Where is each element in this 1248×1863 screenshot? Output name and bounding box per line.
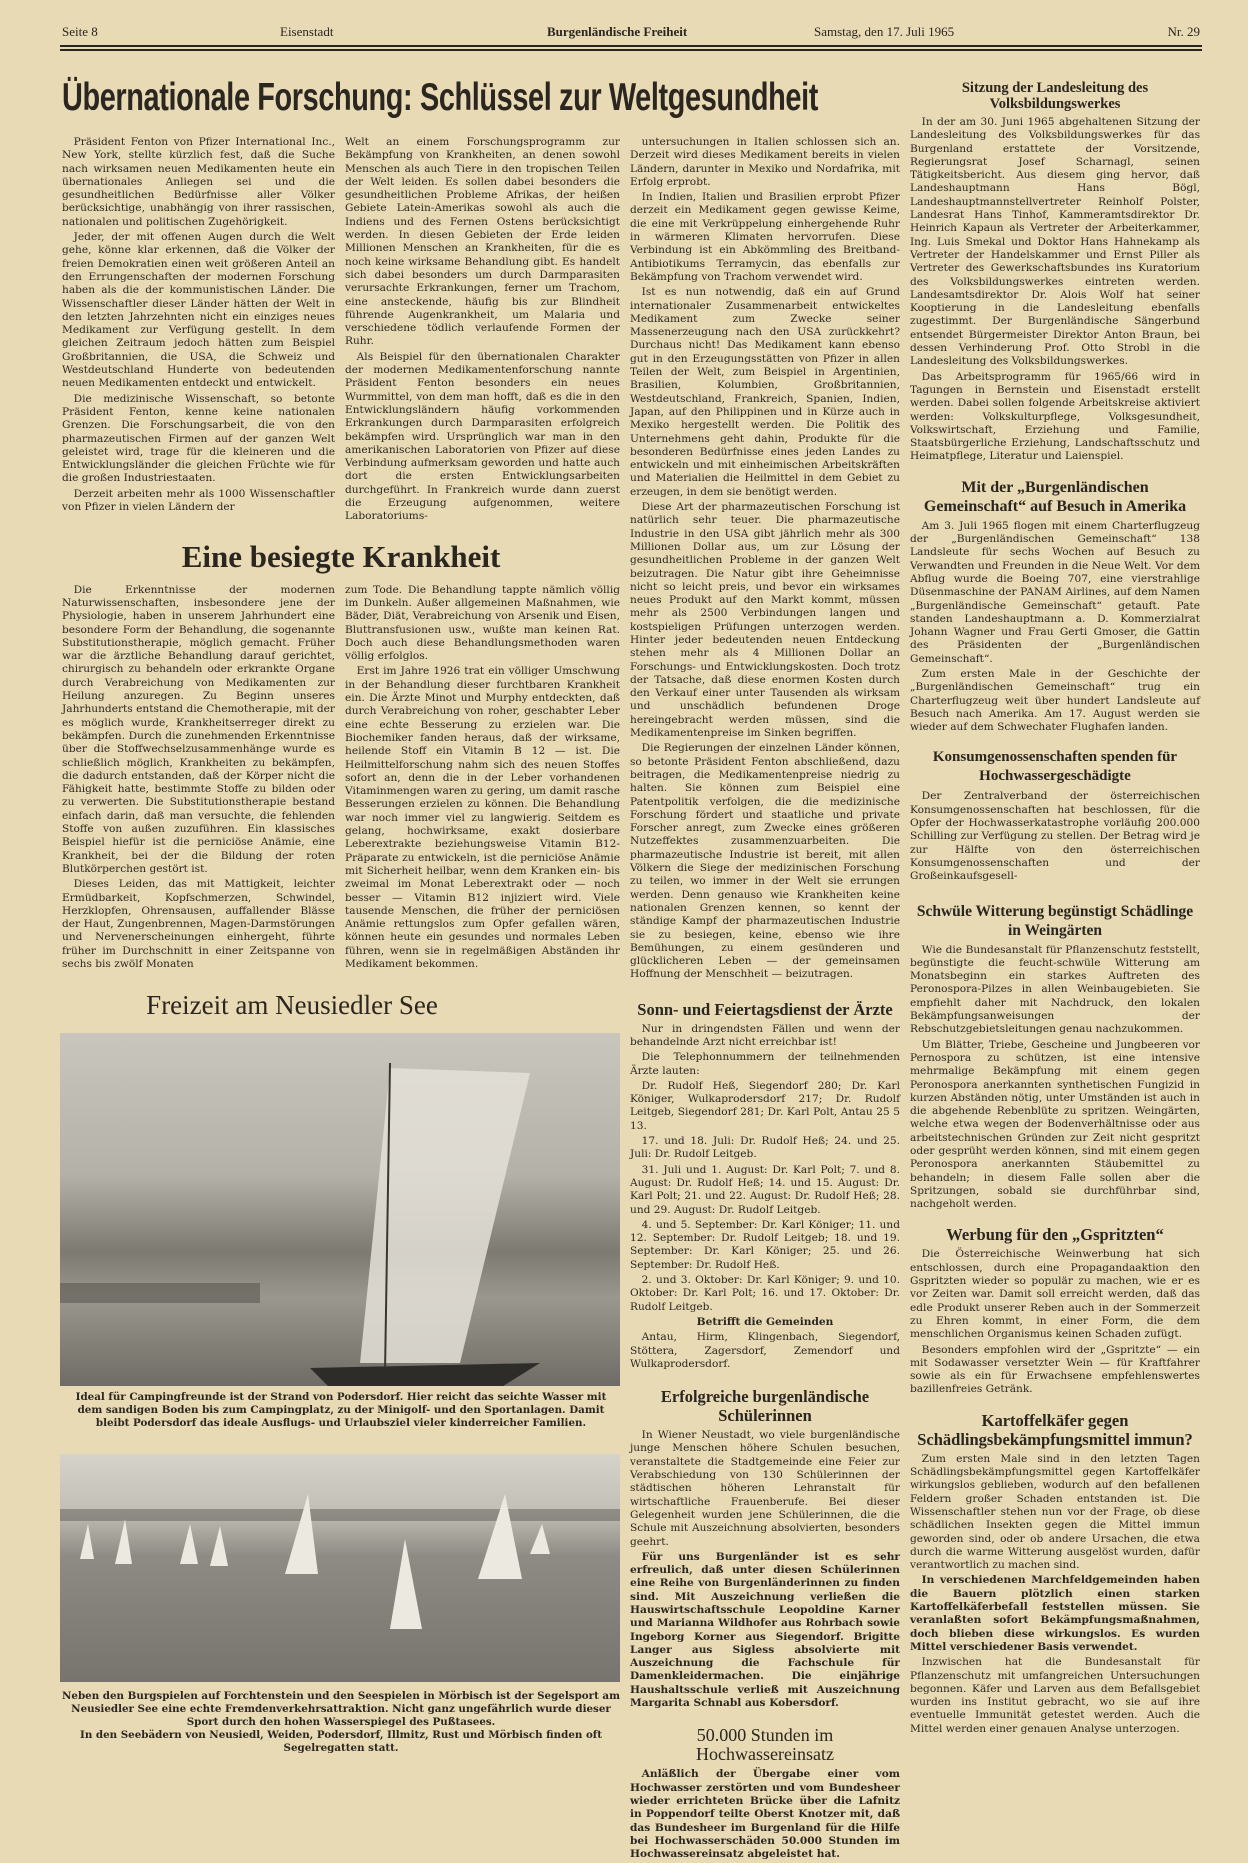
paragraph-list [62,584,335,972]
paragraph-list [62,136,335,514]
volksbildung-headline: Sitzung der Landesleitung des Volksbildungswerkes [961,80,1149,112]
masthead [62,24,1200,44]
main-article-col1 [62,136,335,516]
students-headline: Erfolgreiche burgenländische Schülerinnen [660,1387,870,1426]
paragraph: 4. und 5. September: Dr. Karl Königer; 11. und 12. September: Dr. Rudolf Leitgeb; 18. und 19. September: Dr. Karl Königer; 25. und 26. September: Dr. Rudolf Heß. [630,1218,900,1271]
paragraph: Dr. Rudolf Heß, Siegendorf 280; Dr. Karl Königer, Wulkaprodersdorf 217; Dr. Rudolf Leitgeb, Siegendorf 281; Dr. Karl Polt, Antau 25 5 13. [630,1079,900,1132]
main-body [62,136,900,1863]
paragraph: Als Beispiel für den übernationalen Charakter der modernen Medikamentenforschung nannte Präsident Fenton besonders ein neues Wurmmittel, von dem man hofft, daß es die in den Entwicklungsländern häufig vorkommenden Erkrankungen durch Darmparasiten erfolgreich bekämpfen wird. Ursprünglich war man in den amerikanischen Laboratorien von Pfizer auf diese Verbindung aufmerksam geworden und hatte auch dort die ersten Entwicklungsarbeiten durchgeführt. In Frankreich wurde dann zuerst die Erzeugung aufgenommen, weitere Laboratoriums- [345,350,620,523]
photo-feature-headline: Freizeit am Neusiedler See [146,990,438,1021]
paragraph: Wie die Bundesanstalt für Pflanzenschutz feststellt, begünstigte die feucht-schwüle Witterung am Monatsbeginn ein starkes Auftreten des Peronospora-Pilzes in allen Weinbaugebieten. Sie empfiehlt daher mit Nachdruck, den lokalen Bekämpfungsanweisungen der Rebschutzgebietsleitungen genau nachzukommen. [910,943,1200,1036]
paragraph: 17. und 18. Juli: Dr. Rudolf Heß; 24. und 25. Juli: Dr. Rudolf Leitgeb. [630,1135,900,1161]
konsum-headline: Konsumgenossenschaften spenden für Hochwassergeschädigte [932,749,1178,785]
paragraph: Das Arbeitsprogramm für 1965/66 wird in Tagungen in Bernstein und Eisenstadt erstellt werden. Dabei sollen folgende Arbeitskreise aktiviert werden: Volkskulturpflege, Volksgesundheit, Volkswirtschaft, Erziehung und Familie, Staatsbürgerliche Erziehung, Landschaftsschutz und Heimatpflege, Literatur und Laienspiel. [910,370,1200,463]
students-paragraph: In Wiener Neustadt, wo viele burgenländische junge Menschen höhere Schulen besuchen, veranstaltete die Stadtgemeinde eine Feier zur Verabschiedung von 130 Schülerinnen der städtischen höheren Lehranstalt für wirtschaftliche Frauenberufe. Bei dieser Gelegenheit wurden jene Schülerinnen, die die Schule mit Auszeichnung absolvierten, besonders geehrt. [630,1429,900,1548]
disease-article-col1 [62,584,335,974]
amerika-headline: Mit der „Burgenländischen Gemeinschaft“ auf Besuch in Amerika [923,478,1187,515]
paragraph: Diese Art der pharmazeutischen Forschung ist natürlich sehr teuer. Die pharmazeutische Industrie in den USA gibt jährlich mehr als 300 Millionen Dollar aus, um zur Lösung der gesundheitlichen Probleme in der ganzen Welt beizutragen. Die Natur gibt ihre Geheimnisse nicht so leicht preis, und bevor ein wirksames neues Produkt auf den Markt kommt, müssen mehr als 2500 Verbindungen langen und kostspieligen Prüfungen unterzogen werden. Hinter jeder bedeutenden neuen Entdeckung stehen mehr als 4 Millionen Dollar an Forschungs- und Entwicklungskosten. Doch trotz der Tatsache, daß diese enormen Kosten durch den Verkauf einer unter Tausenden als wirksam und unschädlich befundenen Droge hereingebracht werden müssen, sind die Medikamentenpreise im Sinken begriffen. [630,501,900,740]
paragraph: Die medizinische Wissenschaft, so betonte Präsident Fenton, kenne keine nationalen Grenzen. Die Forschungsarbeit, die von den pharmazeutischen Firmen auf der ganzen Welt geleistet wird, trage für die kleineren und die Entwicklungsländer die gleichen Früchte wie für die großen Industriestaaten. [62,392,335,485]
photo-caption-regatta [62,1690,620,1755]
paragraph: zum Tode. Die Behandlung tappte nämlich völlig im Dunkeln. Außer allgemeinen Maßnahmen, wie Bäder, Diät, Verabreichung von Arsenik und Eisen, Bluttransfusionen usw., wußte man keinen Rat. Doch auch diese Behandlungsmethoden waren völlig erfolglos. [345,583,620,663]
paragraph-list [910,520,1200,735]
kartoffel-paragraph: Inzwischen hat die Bundesanstalt für Pflanzenschutz mit umfangreichen Untersuchungen begonnen. Käfer und Larven aus dem Befallsgebiet wurden ins Institut gebracht, wo sie auf ihre eventuelle Immunität getestet werden. Auch die Mittel werden einer genauen Analyse unterzogen. [910,1656,1200,1735]
caption-text: In den Seebädern von Neusiedl, Weiden, Podersdorf, Illmitz, Rust und Mörbisch finden oft Segelregatten statt. [80,1729,602,1754]
paragraph-list [345,584,620,972]
flood-hours-headline: 50.000 Stunden im Hochwassereinsatz [696,1725,834,1765]
paragraph-list [910,1248,1200,1396]
sailboat-photo-illustration [60,1033,620,1386]
paragraph: Nur in dringendsten Fällen und wenn der behandelnde Arzt nicht erreichbar ist! [630,1022,900,1048]
right-column [910,80,1200,1738]
middle-column [630,136,900,1863]
gspritzter-headline: Werbung für den „Gspritzten“ [946,1225,1164,1245]
place: Eisenstadt [280,24,334,39]
newspaper-name: Burgenländische Freiheit [547,24,688,39]
paragraph: Die Regierungen der einzelnen Länder können, so betonte Präsident Fenton abschließend, dazu beitragen, die Medikamentenpreise niedrig zu halten. Sie können zum Beispiel eine Patentpolitik verfolgen, die die medizinische Forschung fördert und staatliche und private Forscher anregt, zum Zwecke eines größeren Nutzeffektes zusammenzuarbeiten. Die pharmazeutische Industrie ist bereit, mit allen Völkern die Siege der medizinischen Forschung zu teilen, wo immer in der Welt sie errungen werden. Denn genauso wie Krankheiten keine nationalen Grenzen kennen, so kennt der ständige Kampf der pharmazeutischen Industrie sie zu besiegen, keine, ebenso wie ihre Bemühungen, zu einem gesünderen und glücklicheren Leben — der gemeinsamen Hoffnung der Menschheit — beizutragen. [630,742,900,981]
caption-text: Neben den Burgspielen auf Forchtenstein und den Seespielen in Mörbisch ist der Segelsport am Neusiedler See eine echte Fremdenverkehrsattraktion. Nicht ganz ungefährlich wurde dieser Sport durch den hohen Wasserspiegel des Pußtasees. [62,1690,620,1728]
main-article-col2 [345,136,620,526]
paragraph: Jeder, der mit offenen Augen durch die Welt gehe, könne klar erkennen, daß die Völker der freien Demokratien einen weit größeren Anteil an den Errungenschaften der modernen Forschung haben als die der kommunistischen Länder. Die Wissenschaftler dieser Länder hätten der Welt in den letzten Jahrzehnten nicht ein einziges neues Medikament zur Verfügung gestellt. In dem gleichen Zeitraum jedoch hätten zum Beispiel Großbritannien, die USA, die Schweiz und Westdeutschland Hunderte von bedeutenden neuen Medikamenten entdeckt und entwickelt. [62,231,335,390]
paragraph: Welt an einem Forschungsprogramm zur Bekämpfung von Krankheiten, an denen sowohl Menschen als auch Tiere in den tropischen Teilen der Welt leiden. Es sollen dabei besonders die gesundheitlichen Probleme Afrikas, der heißen Gebiete Latein-Amerikas sowohl als auch die Indiens und des Fernen Ostens berücksichtigt werden. In diesen Gebieten der Erde leiden Millionen Menschen an Krankheiten, für die es noch keine wirksame Behandlung gibt. Es handelt sich dabei besonders um durch Darmparasiten verursachte Erkrankungen, ferner um Trachom, eine ansteckende, häufig bis zur Blindheit führende Augenkrankheit, um Malaria und verschiedene tödlich verlaufende Formen der Ruhr. [345,136,620,348]
weingarten-headline: Schwüle Witterung begünstigt Schädlinge in Weingärten [916,902,1194,939]
paragraph: Dieses Leiden, das mit Mattigkeit, leichter Ermüdbarkeit, Kopfschmerzen, Schwindel, Herzklopfen, Ohrensausen, auffallender Blässe der Haut, Zungenbrennen, Magen-Darmstörungen und Nervenerscheinungen einhergeht, führte früher im Durchschnitt in einer Zeitspanne von sechs bis zwölf Monaten [62,878,335,971]
paragraph: In der am 30. Juni 1965 abgehaltenen Sitzung der Landesleitung des Volksbildungswerkes für das Burgenland erstattete der Vorsitzende, Regierungsrat Josef Scharnagl, seinen Tätigkeitsbericht. Aus diesem ging hervor, daß Landeshauptmann Hans Bögl, Landeshauptmannstellvertreter Reinholf Polster, Landesrat Hans Tinhof, Kammeramtsdirektor Dr. Heinrich Kapaun als Vertreter der Arbeiterkammer, Ing. Luis Smekal und Doktor Hans Hahnekamp als Vertreter der Handelskammer und Ernst Piller als Vertreter des Gewerkschaftsbundes ins Kuratorium des Volksbildungswerkes eintreten werden. Landesamtsdirektor Dr. Alois Wolf hat seiner Kooptierung in die Landesleitung ebenfalls zugestimmt. Der Burgenländische Sängerbund entsendet Bürgermeister Direktor Anton Braun, bei dessen Verhinderung Prof. Otto Strobl in die Landesleitung des Volksbildungswerkes. [910,116,1200,368]
issue-date: Samstag, den 17. Juli 1965 [814,24,955,39]
paragraph: Am 3. Juli 1965 flogen mit einem Charterflugzeug der „Burgenländischen Gemeinschaft“ 138 Landsleute für sechs Wochen auf Besuch zu Verwandten und Freunden in die Neue Welt. Vor dem Abflug wurde die Boeing 707, eine vierstrahlige Düsenmaschine der PANAM Airlines, auf dem Namen „Burgenländische Gemeinschaft“ getauft. Pate standen Landeshauptmann a. D. Kommerzialrat Johann Wagner und Frau Gerti Gmoser, die Gattin des Präsidenten der „Burgenländischen Gemeinschaft“. [910,519,1200,665]
left-area [62,136,620,1755]
paragraph: untersuchungen in Italien schlossen sich an. Derzeit wird dieses Medikament bereits in vielen Ländern, darunter in Mexiko und Nordafrika, mit Erfolg erprobt. [630,136,900,188]
flood-hours-paragraph: Anläßlich der Übergabe einer vom Hochwasser zerstörten und vom Bundesheer wieder errichteten Brücke über die Lafnitz in Poppendorf teilte Oberst Knotzer mit, daß das Bundesheer im Burgenland für die Hilfe bei Hochwasserschäden 50.000 Stunden im Hochwassereinsatz abgeleistet hat. [630,1768,900,1861]
paragraph: 31. Juli und 1. August: Dr. Karl Polt; 7. und 8. August: Dr. Rudolf Heß; 14. und 15. August: Dr. Karl Polt; 21. und 22. August: Dr. Rudolf Heß; 28. und 29. August: Dr. Rudolf Leitgeb. [630,1163,900,1216]
main-article-col3 [630,136,900,982]
paragraph: 2. und 3. Oktober: Dr. Karl Königer; 9. und 10. Oktober: Dr. Karl Polt; 16. und 17. Oktober: Dr. Rudolf Leitgeb. [630,1274,900,1313]
paragraph: Zum ersten Male in der Geschichte der „Burgenländischen Gemeinschaft“ trug ein Charterflugzeug weit über hundert Landsleute auf Besuch nach Amerika. Am 17. August werden sie wieder auf dem Schwechater Flughafen landen. [910,667,1200,734]
photo-caption-podersdorf [62,1391,620,1430]
caption-text: Ideal für Campingfreunde ist der Strand von Podersdorf. Hier reicht das seichte Wasser mit dem sandigen Boden bis zum Campingplatz, zu der Minigolf- und den Sportanlagen. Damit bleibt Podersdorf das ideale Ausflugs- und Urlaubsziel vieler kinderreicher Familien. [75,1391,607,1429]
paragraph: Derzeit arbeiten mehr als 1000 Wissenschaftler von Pfizer in vielen Ländern der [62,487,335,514]
paragraph: Ist es nun notwendig, daß ein auf Grund internationaler Zusammenarbeit entwickeltes Medikament zum Zwecke seiner Massenerzeugung nach den USA zurückkehrt? Durchaus nicht! Das Medikament kann ebenso gut in den Erzeugungsstätten von Pfizer in allen Teilen der Welt, zum Beispiel in Argentinien, Brasilien, Kolumbien, Großbritannien, Westdeutschland, Frankreich, Spanien, Indien, Japan, auf den Philippinen und in Kürze auch in Mexiko hergestellt werden. Die Politik des Unternehmens geht dahin, Produkte für die besonderen Bedürfnisse eines jeden Landes zu entwickeln und mit einheimischen Arbeitskräften und Materialien die Heilmittel in dem Gebiet zu erzeugen, in dem sie benötigt werden. [630,286,900,498]
paragraph-list [345,136,620,524]
main-headline: Übernationale Forschung: Schlüssel zur Weltgesundheit [62,76,818,119]
paragraph-list [630,1023,900,1314]
disease-article [62,584,620,974]
kartoffel-paragraph: Zum ersten Male sind in den letzten Tagen Schädlingsbekämpfungsmittel gegen Kartoffelkäfer wirkungslos geblieben, wodurch auf den befallenen Feldern großer Schaden entstanden ist. Die Wissenschaftler stehen nun vor der Frage, ob diese schädlichen Insekten gegen die Mittel immun geworden sind, oder ob andere Ursachen, die etwa durch die warme Witterung ausgelöst wurden, dafür verantwortlich zu machen sind. [910,1452,1200,1572]
kartoffel-paragraph: In verschiedenen Marchfeldgemeinden haben die Bauern plötzlich einen starken Kartoffelkäferbefall feststellen müssen. Sie veranlaßten sofort Bekämpfungsmaßnahmen, doch blieben diese wirkungslos. Es wurden Mittel verschiedener Basis verwendet. [910,1574,1200,1653]
doctors-subhead: Betrifft die Gemeinden [696,1315,834,1328]
paragraph: Besonders empfohlen wird der „Gspritzte“ — ein mit Sodawasser versetzter Wein — für Kraftfahrer sowie als ein für Erwachsene empfehlenswertes bazillenfreies Getränk. [910,1343,1200,1396]
paragraph: Die Erkenntnisse der modernen Naturwissenschaften, insbesondere jene der Physiologie, haben in unserem Jahrhundert eine besondere Form der Behandlung, die sogenannte Substitutionstherapie, möglich gemacht. Früher war die ärztliche Behandlung darauf gerichtet, chirurgisch zu behandeln oder erkrankte Organe durch Verabreichung von Medikamenten zur Heilung anzuregen. Zu Beginn unseres Jahrhunderts entstand die Chemotherapie, mit der es möglich wurde, Krankheitserreger direkt zu bekämpfen. Durch die zunehmenden Erkenntnisse über die Stoffwechselzusammenhänge wurde es schließlich möglich, Krankheiten zu bekämpfen, die dadurch entstanden, daß der Körper nicht die Fähigkeit hatte, bestimmte Stoffe zu bilden oder zu verwerten. Die Substitutionstherapie bestand einfach darin, daß man versuchte, die fehlenden Stoffe von außen zuzuführen. Ein klassisches Beispiel hiefür ist die perniciöse Anämie, eine Krankheit, bei der die Bildung der roten Blutkörperchen gestört ist. [62,583,335,875]
paragraph-list [910,790,1200,883]
doctors-headline: Sonn- und Feiertagsdienst der Ärzte [637,999,893,1019]
photo-podersdorf-beach [60,1033,620,1386]
paragraph: Präsident Fenton von Pfizer International Inc., New York, stellte kürzlich fest, daß die Suche nach wirksamen neuen Medikamenten heute ein übernationales Anliegen sei und die gesundheitlichen Bedürfnisse aller Völker berücksichtige, unabhängig von ihrer rassischen, nationalen und politischen Zugehörigkeit. [62,136,335,228]
issue-number: Nr. 29 [1167,24,1200,39]
main-area [62,76,900,1863]
regatta-photo-illustration [60,1454,620,1682]
paragraph: Der Zentralverband der österreichischen Konsumgenossenschaften hat beschlossen, für die Opfer der Hochwasserkatastrophe vorläufig 200.000 Schilling zur Verfügung zu stellen. Der Betrag wird je zur Hälfte von den österreichischen Konsumgenossenschaften und der Großeinkaufsgesell- [910,790,1200,883]
paragraph-list [910,116,1200,464]
main-article-left [62,136,620,526]
paragraph-list [630,136,900,982]
paragraph: Die Telephonnummern der teilnehmenden Ärzte lauten: [630,1051,900,1077]
paragraph: Um Blätter, Triebe, Gescheine und Jungbeeren vor Pernospora zu schützen, ist eine intensive mehrmalige Bekämpfung mit einem gegen Peronospora anerkannten synthetischen Fungizid in kurzen Abständen nötig, unter Umständen ist auch in die abgehende Rebenblüte zu spritzen. Weingärten, welche etwa wegen der Bodenverhältnisse oder aus arbeitstechnischen Gründen zur Zeit nicht gespritzt oder gesprüht werden können, sind mit einem gegen Peronospora anerkannten Stäubemittel zu behandeln; in diesem Falle sollen aber die Spritzungen, sobald sie durchführbar sind, nachgeholt werden. [910,1038,1200,1211]
masthead-rule [60,45,1202,51]
paragraph-list [910,944,1200,1212]
page-number: Seite 8 [62,24,98,39]
paragraph: Die Österreichische Weinwerbung hat sich entschlossen, durch eine Propagandaaktion den Gspritzten wieder so populär zu machen, wie er es vor Zeiten war. Damit soll erreicht werden, daß das edle Produkt unserer Reben auch in der Sommerzeit zu Ehren kommt, in einer Form, die dem menschlichen Organismus keinen Schaden zufügt. [910,1248,1200,1341]
paragraph: Erst im Jahre 1926 trat ein völliger Umschwung in der Behandlung dieser furchtbaren Krankheit ein. Die Ärzte Minot und Murphy entdeckten, daß durch Verabreichung von roher, geschabter Leber eine echte Besserung zu erzielen war. Die Biochemiker fanden heraus, daß der wirksame, heilende Stoff ein Vitamin B 12 — ist. Die Heilmittelforschung nahm sich des neuen Stoffes sofort an, denn die in der Leber vorhandenen Vitaminmengen waren zu gering, um damit rasche Besserungen erzielen zu können. Die Behandlung war noch immer viel zu langwierig. Seitdem es gelang, hochwirksame, exakt dosierbare Leberextrakte beziehungsweise Vitamin B12-Präparate zu entwickeln, ist die perniciöse Anämie mit Sicherheit heilbar, wenn dem Kranken ein- bis zweimal im Monat Leberextrakt oder — noch besser — Vitamin B12 injiziert wird. Viele tausende Menschen, die früher der perniciösen Anämie rettungslos zum Opfer gefallen wären, können heute ein gesundes und normales Leben führen, wenn sie in regelmäßigen Abständen ihr Medikament bekommen. [345,665,620,971]
kartoffel-headline: Kartoffelkäfer gegen Schädlingsbekämpfungsmittel immun? [917,1410,1193,1449]
disease-article-col2 [345,584,620,974]
disease-headline: Eine besiegte Krankheit [181,538,501,574]
paragraph: In Indien, Italien und Brasilien erprobt Pfizer derzeit ein Medikament gegen gewisse Keime, die eine mit Verkrüppelung einhergehende Ruhr in wärmeren Klimaten hervorrufen. Diese Verbindung ist ein Abkömmling des Breitband-Antibiotikums Terramycin, das ebenfalls zur Bekämpfung von Trachom verwendet wird. [630,191,900,283]
students-paragraph: Für uns Burgenländer ist es sehr erfreulich, daß unter diesen Schülerinnen eine Reihe von Burgenländerinnen zu finden sind. Mit Auszeichnung verließen die Hauswirtschaftsschule Leopoldine Karner und Marianna Wildhofer aus Rohrbach sowie Ingeborg Korner aus Siegendorf. Brigitte Langer aus Sigless absolvierte mit Auszeichnung die Fachschule für Damenkleidermachen. Die einjährige Haushaltsschule verließ mit Auszeichnung Margarita Schnabl aus Kobersdorf. [630,1550,900,1710]
doctors-communities: Antau, Hirm, Klingenbach, Siegendorf, Stöttera, Zagersdorf, Zemendorf und Wulkaprodersdorf. [630,1331,900,1370]
photo-sailing-regatta [60,1454,620,1682]
